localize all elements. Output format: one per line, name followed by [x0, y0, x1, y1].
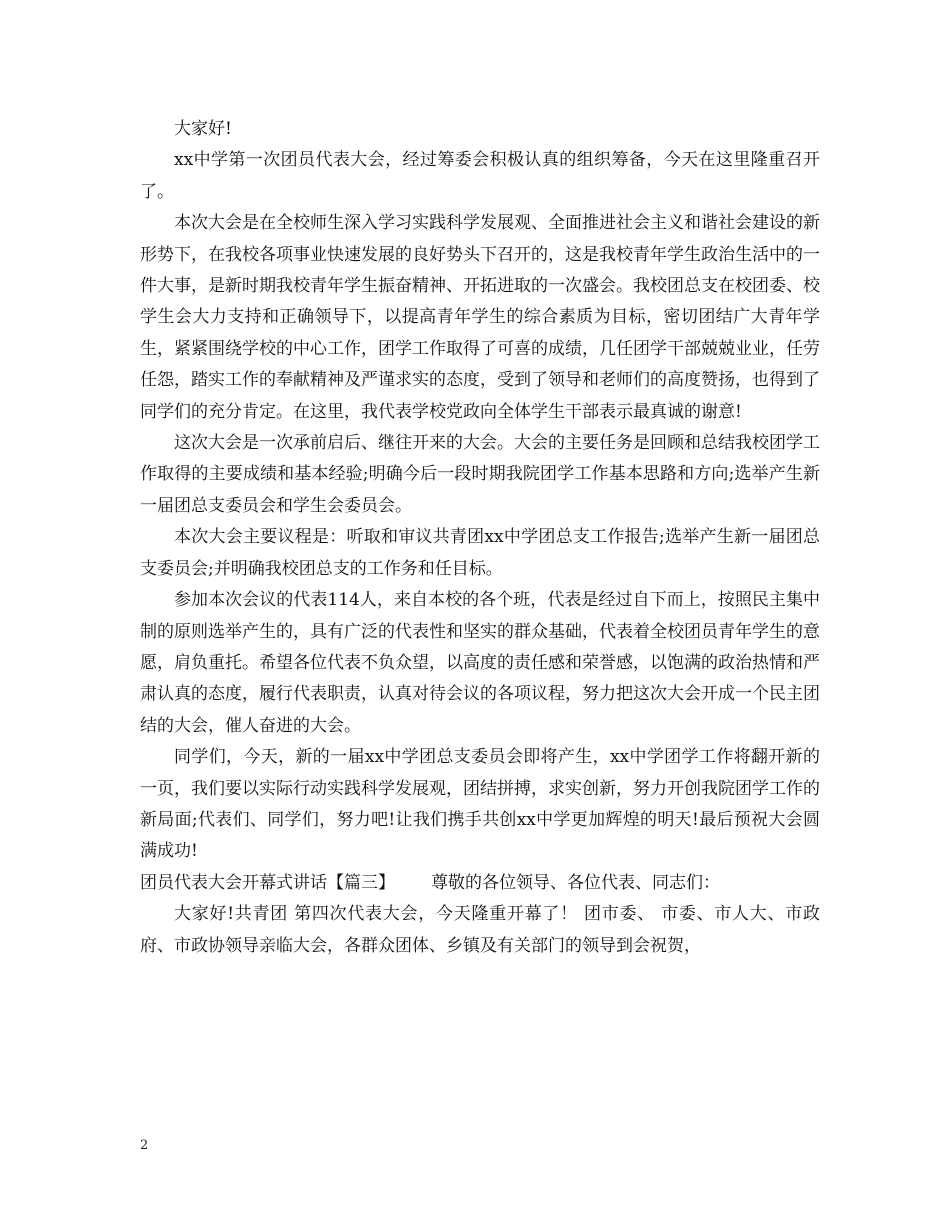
paragraph-agenda: 本次大会主要议程是：听取和审议共青团xx中学团总支工作报告;选举产生新一届团总支委员会;并明确我校团总支的工作务和任目标。	[140, 527, 820, 579]
paragraph-tasks: 这次大会是一次承前启后、继往开来的大会。大会的主要任务是回顾和总结我校团学工作取得的主要成绩和基本经验;明确今后一段时期我院团学工作基本思路和方向;选举产生新一届团总支委员会和学生会委员会。	[140, 433, 820, 516]
paragraph-last: 大家好!共青团 第四次代表大会，今天隆重开幕了！ 团市委、 市委、市人大、市政府、市政协领导亲临大会，各群众团体、乡镇及有关部门的领导到会祝贺，	[140, 904, 820, 956]
section-title: 团员代表大会开幕式讲话【篇三】	[140, 872, 395, 893]
section-heading-line	[140, 868, 820, 899]
page-number: 2	[140, 1138, 149, 1153]
paragraph-closing: 同学们，今天，新的一届xx中学团总支委员会即将产生，xx中学团学工作将翻开新的一页，我们要以实际行动实践科学发展观，团结拼搏，求实创新，努力开创我院团学工作的新局面;代表们、同学们，努力吧!让我们携手共创xx中学更加辉煌的明天!最后预祝大会圆满成功!	[140, 747, 820, 862]
document-body	[140, 114, 820, 962]
salutation: 尊敬的各位领导、各位代表、同志们：	[431, 872, 720, 893]
paragraph-opening: xx中学第一次团员代表大会，经过筹委会积极认真的组织筹备，今天在这里隆重召开了。	[140, 150, 820, 202]
paragraph-context: 本次大会是在全校师生深入学习实践科学发展观、全面推进社会主义和谐社会建设的新形势下，在我校各项事业快速发展的良好势头下召开的，这是我校青年学生政治生活中的一件大事，是新时期我校青年学生振奋精神、开拓进取的一次盛会。我校团总支在校团委、校学生会大力支持和正确领导下，以提高青年学生的综合素质为目标，密切团结广大青年学生，紧紧围绕学校的中心工作，团学工作取得了可喜的成绩，几任团学干部兢兢业业，任劳任怨，踏实工作的奉献精神及严谨求实的态度，受到了领导和老师们的高度赞扬，也得到了同学们的充分肯定。在这里，我代表学校党政向全体学生干部表示最真诚的谢意!	[140, 213, 820, 422]
paragraph-delegates: 参加本次会议的代表114人，来自本校的各个班，代表是经过自下而上，按照民主集中制的原则选举产生的，具有广泛的代表性和坚实的群众基础，代表着全校团员青年学生的意愿，肩负重托。希望各位代表不负众望，以高度的责任感和荣誉感，以饱满的政治热情和严肃认真的态度，履行代表职责，认真对待会议的各项议程，努力把这次大会开成一个民主团结的大会，催人奋进的大会。	[140, 590, 820, 736]
paragraph-greeting: 大家好!	[174, 119, 232, 139]
